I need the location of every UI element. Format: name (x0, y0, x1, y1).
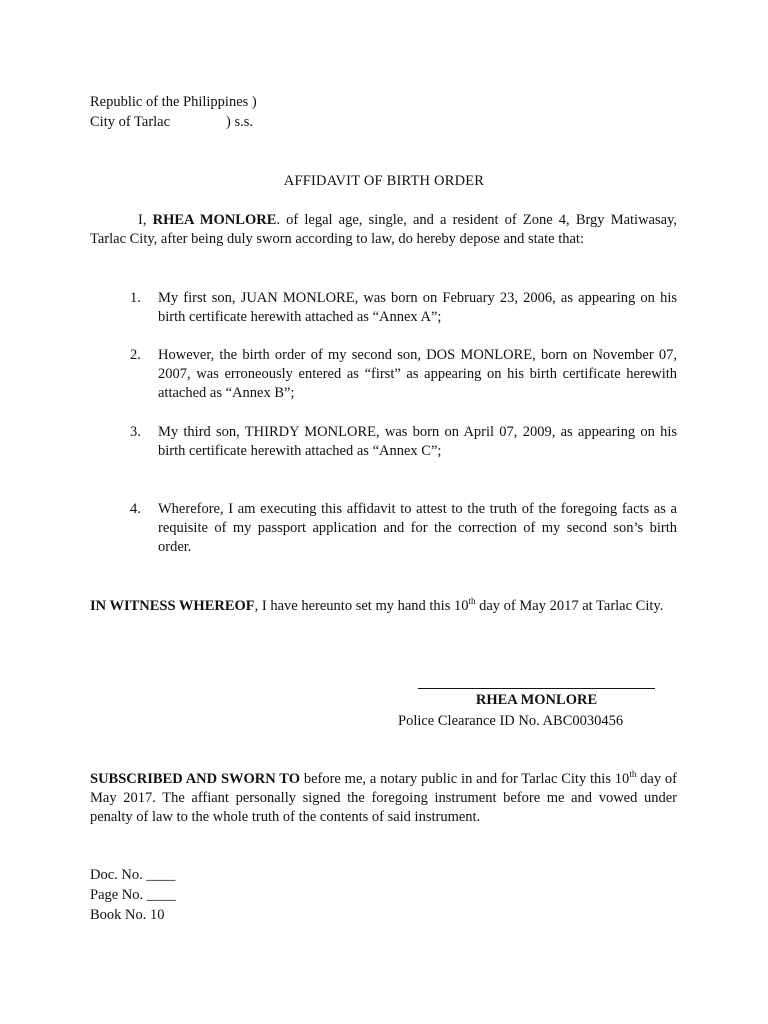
document-title: AFFIDAVIT OF BIRTH ORDER (283, 173, 485, 189)
list-item (130, 423, 677, 461)
item-number: 3. (130, 424, 141, 440)
intro-lead: I, (138, 212, 147, 228)
item-text: Wherefore, I am executing this affidavit to attest to the truth of the foregoing facts as a requisite of my passport application and for the correction of my second son’s birth order. (158, 501, 677, 555)
witness-text-before: , I have hereunto set my hand this 10 (254, 598, 469, 614)
intro-paragraph (90, 211, 677, 249)
list-item (130, 346, 677, 403)
venue-city-row (90, 113, 257, 133)
signature-line (418, 688, 655, 689)
page-number: Page No. ____ (90, 887, 176, 903)
witness-superscript: th (468, 596, 476, 606)
venue-block (90, 93, 257, 133)
venue-city: City of Tarlac (90, 114, 171, 130)
jurat-heading: SUBSCRIBED AND SWORN TO (90, 771, 300, 787)
item-number: 2. (130, 347, 141, 363)
item-text: My first son, JUAN MONLORE, was born on February 23, 2006, as appearing on his birth certificate herewith attached as “Annex A”; (158, 290, 677, 325)
book-number: Book No. 10 (90, 907, 165, 923)
item-number: 4. (130, 501, 141, 517)
signatory-name: RHEA MONLORE (475, 692, 598, 708)
list-item (130, 289, 677, 327)
signatory-id: Police Clearance ID No. ABC0030456 (398, 713, 624, 729)
notarial-register-block (90, 866, 176, 926)
witness-heading: IN WITNESS WHEREOF (90, 598, 255, 614)
doc-number: Doc. No. ____ (90, 867, 176, 883)
jurat-text-after: day of May 2017. The affiant personally signed the foregoing instrument before me and vowed under penalty of law to the whole truth of the contents of said instrument. (90, 771, 677, 825)
witness-paragraph (90, 597, 677, 616)
intro-text: . of legal age, single, and a resident of Zone 4, Brgy Matiwasay, Tarlac City, after being duly sworn according to law, do hereby depose and state that: (90, 212, 678, 247)
jurat-superscript: th (629, 769, 637, 779)
witness-text-after: day of May 2017 at Tarlac City. (475, 598, 664, 614)
jurat-paragraph (90, 770, 677, 827)
item-text: My third son, THIRDY MONLORE, was born on April 07, 2009, as appearing on his birth certificate herewith attached as “Annex C”; (158, 424, 677, 459)
list-item (130, 500, 677, 557)
item-text: However, the birth order of my second son, DOS MONLORE, born on November 07, 2007, was erroneously entered as “first” as appearing on his birth certificate herewith attached as “Annex B”; (158, 347, 677, 401)
item-number: 1. (130, 290, 141, 306)
venue-ss: ) s.s. (226, 114, 253, 130)
venue-country: Republic of the Philippines ) (90, 94, 257, 110)
affiant-name: RHEA MONLORE (152, 212, 277, 228)
jurat-text-before: before me, a notary public in and for Tarlac City this 10 (299, 771, 630, 787)
